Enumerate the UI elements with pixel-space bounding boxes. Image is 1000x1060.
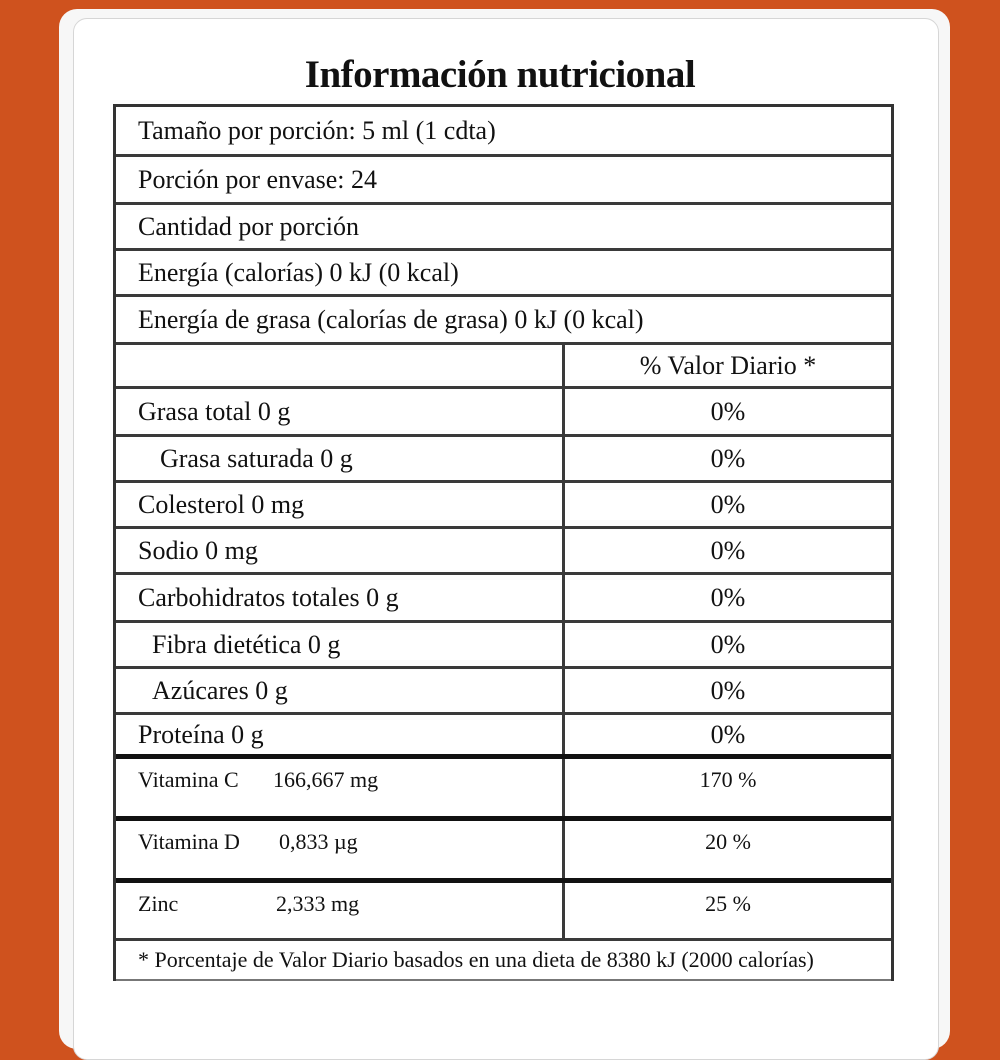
- nutrient-label: Proteína 0 g: [116, 715, 565, 754]
- servings-per-container: Porción por envase: 24: [138, 164, 378, 194]
- vitamin-dv: 20 %: [705, 829, 751, 854]
- vitamin-label: [116, 821, 565, 878]
- nutrient-label: Fibra dietética 0 g: [116, 623, 565, 666]
- nutrient-dv: 0%: [710, 582, 746, 612]
- nutrient-row: [116, 437, 891, 483]
- vitamin-name: Vitamina C: [138, 767, 239, 792]
- nutrient-dv: 0%: [710, 629, 746, 659]
- dv-header-spacer: [116, 345, 565, 386]
- vitamin-amount: 166,667 mg: [273, 767, 379, 792]
- serving-size-row: [116, 107, 891, 157]
- energy-fat-row: [116, 297, 891, 345]
- vitamin-dv: 25 %: [705, 891, 751, 916]
- energy: Energía (calorías) 0 kJ (0 kcal): [138, 257, 459, 287]
- vitamin-name: Vitamina D: [138, 829, 240, 854]
- nutrient-label: Grasa saturada 0 g: [116, 437, 565, 480]
- nutrition-table: [113, 104, 894, 981]
- amount-per-serving: Cantidad por porción: [138, 211, 359, 241]
- nutrient-label: Sodio 0 mg: [116, 529, 565, 572]
- nutrient-row: [116, 575, 891, 623]
- vitamin-label: [116, 883, 565, 938]
- footnote: * Porcentaje de Valor Diario basados en una dieta de 8380 kJ (2000 calorías): [138, 947, 814, 972]
- nutrient-dv: 0%: [710, 719, 746, 749]
- nutrient-row: [116, 715, 891, 759]
- amount-per-serving-row: [116, 205, 891, 251]
- vitamin-amount: 2,333 mg: [276, 891, 360, 916]
- nutrient-row: [116, 623, 891, 669]
- dv-header-row: [116, 345, 891, 389]
- nutrient-dv: 0%: [710, 675, 746, 705]
- nutrient-label: Carbohidratos totales 0 g: [116, 575, 565, 620]
- servings-per-container-row: [116, 157, 891, 205]
- nutrient-dv: 0%: [710, 396, 746, 426]
- vitamin-dv: 170 %: [699, 767, 757, 792]
- serving-size: Tamaño por porción: 5 ml (1 cdta): [138, 115, 496, 145]
- nutrient-label: Grasa total 0 g: [116, 389, 565, 434]
- vitamin-amount: 0,833 µg: [279, 829, 358, 854]
- nutrient-dv: 0%: [710, 535, 746, 565]
- energy-row: [116, 251, 891, 297]
- label-title: Información nutricional: [304, 53, 696, 96]
- nutrient-dv: 0%: [710, 443, 746, 473]
- nutrient-row: [116, 529, 891, 575]
- footnote-row: [116, 941, 891, 981]
- vitamin-row: [116, 883, 891, 941]
- nutrient-row: [116, 669, 891, 715]
- vitamin-name: Zinc: [138, 891, 179, 916]
- nutrient-row: [116, 483, 891, 529]
- dv-header: % Valor Diario *: [639, 350, 817, 380]
- nutrient-dv: 0%: [710, 489, 746, 519]
- vitamin-label: [116, 759, 565, 816]
- nutrient-label: Colesterol 0 mg: [116, 483, 565, 526]
- vitamin-row: [116, 759, 891, 821]
- energy-fat: Energía de grasa (calorías de grasa) 0 kJ (0 kcal): [138, 304, 644, 334]
- nutrient-row: [116, 389, 891, 437]
- nutrient-label: Azúcares 0 g: [116, 669, 565, 712]
- vitamin-row: [116, 821, 891, 883]
